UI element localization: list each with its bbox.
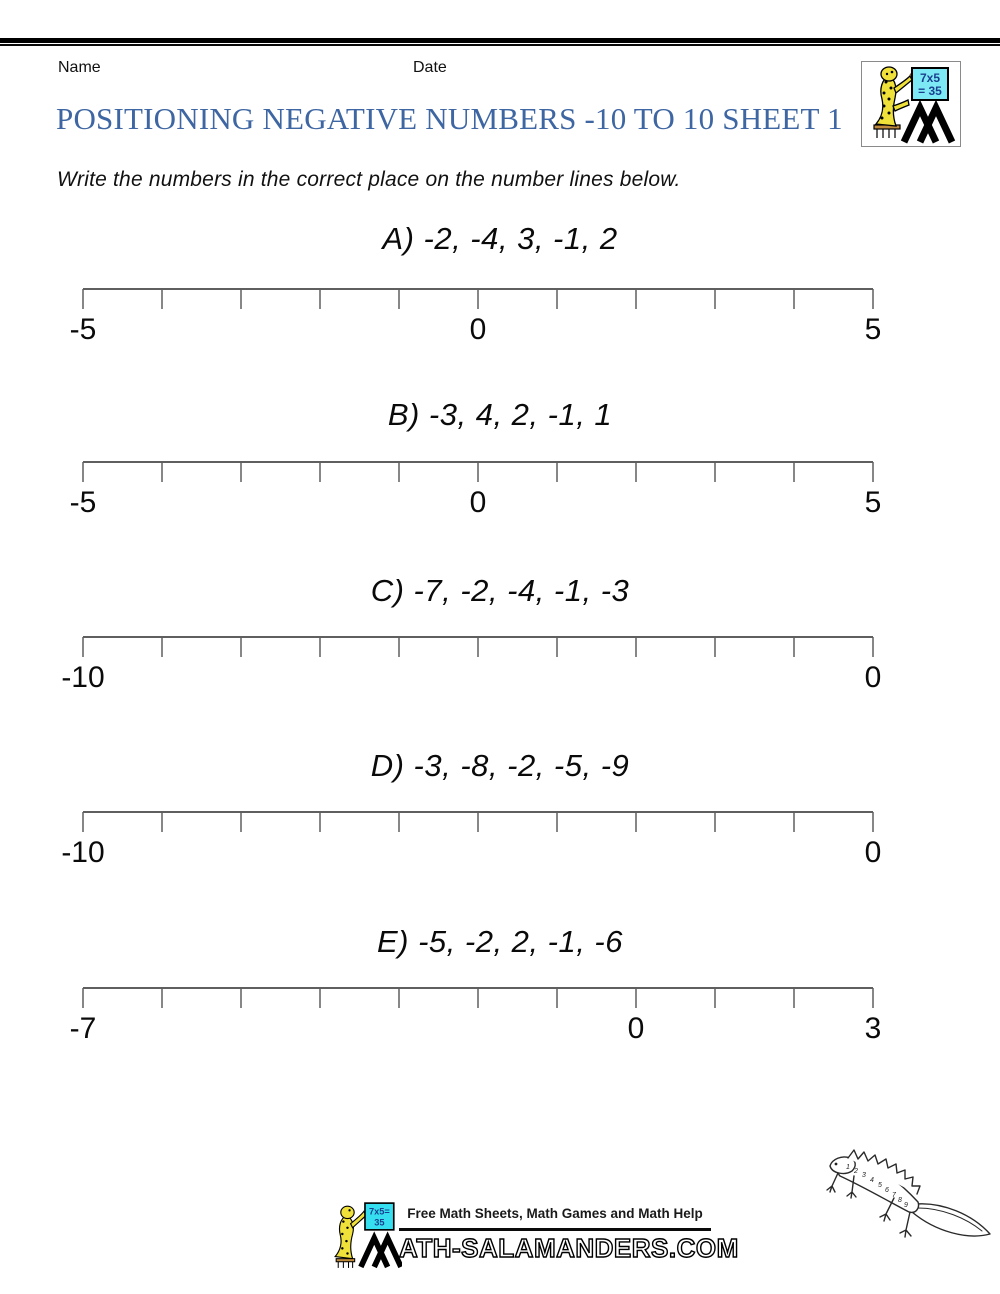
tick-label: -5 xyxy=(69,486,97,519)
m-logo-icon xyxy=(904,108,952,142)
number-line-b xyxy=(0,459,1000,521)
brand-logo-box xyxy=(861,61,961,147)
footer-m-logo-icon xyxy=(361,1238,401,1267)
svg-text:5: 5 xyxy=(878,1182,882,1189)
footer-board-line2: 35 xyxy=(374,1217,385,1228)
footer-rule xyxy=(399,1228,711,1231)
name-label: Name xyxy=(58,59,101,76)
svg-text:1: 1 xyxy=(846,1164,850,1171)
footer-tagline: Free Math Sheets, Math Games and Math Help xyxy=(407,1206,703,1221)
problem-a-heading: A) -2, -4, 3, -1, 2 xyxy=(382,221,618,256)
problem-c-heading: C) -7, -2, -4, -1, -3 xyxy=(370,573,630,608)
numbered-salamander-illustration xyxy=(824,1146,996,1248)
problem-d-heading: D) -3, -8, -2, -5, -9 xyxy=(370,748,630,783)
tick-label: -7 xyxy=(69,1012,97,1045)
salamander-mascot-icon xyxy=(862,62,960,146)
number-line-c xyxy=(0,634,1000,696)
board-equation-line2: = 35 xyxy=(918,84,942,98)
tick-label: 0 xyxy=(627,1012,645,1045)
tick-label: 0 xyxy=(469,313,487,346)
number-line-e xyxy=(0,985,1000,1047)
svg-text:7: 7 xyxy=(892,1192,896,1199)
instruction-text: Write the numbers in the correct place on the number lines below. xyxy=(57,168,681,191)
tick-label: 0 xyxy=(864,836,882,869)
tick-label: 3 xyxy=(864,1012,882,1045)
number-line-d xyxy=(0,809,1000,871)
footer-logo xyxy=(330,1199,402,1271)
tick-label: -10 xyxy=(61,661,105,694)
svg-text:3: 3 xyxy=(862,1172,866,1179)
tick-label: 0 xyxy=(469,486,487,519)
number-line-a xyxy=(0,286,1000,348)
board-equation-line1: 7x5 xyxy=(919,71,941,85)
problem-b-heading: B) -3, 4, 2, -1, 1 xyxy=(387,397,613,432)
svg-text:6: 6 xyxy=(885,1187,889,1194)
tick-label: -5 xyxy=(69,313,97,346)
footer-board-line1: 7x5= xyxy=(368,1206,390,1217)
stool-icon xyxy=(874,125,900,138)
problem-e-heading: E) -5, -2, 2, -1, -6 xyxy=(376,924,623,959)
tick-label: 5 xyxy=(864,313,882,346)
svg-text:4: 4 xyxy=(870,1177,874,1184)
tick-label: 5 xyxy=(864,486,882,519)
svg-text:2: 2 xyxy=(854,1168,858,1175)
tick-label: -10 xyxy=(61,836,105,869)
date-label: Date xyxy=(413,59,447,76)
svg-text:9: 9 xyxy=(904,1202,908,1209)
tick-label: 0 xyxy=(864,661,882,694)
top-double-rule xyxy=(0,38,1000,46)
page-title: POSITIONING NEGATIVE NUMBERS -10 TO 10 SHEET 1 xyxy=(56,101,843,136)
svg-text:8: 8 xyxy=(898,1197,902,1204)
footer-brand-wordmark: ATH-SALAMANDERS.COM xyxy=(399,1233,739,1263)
